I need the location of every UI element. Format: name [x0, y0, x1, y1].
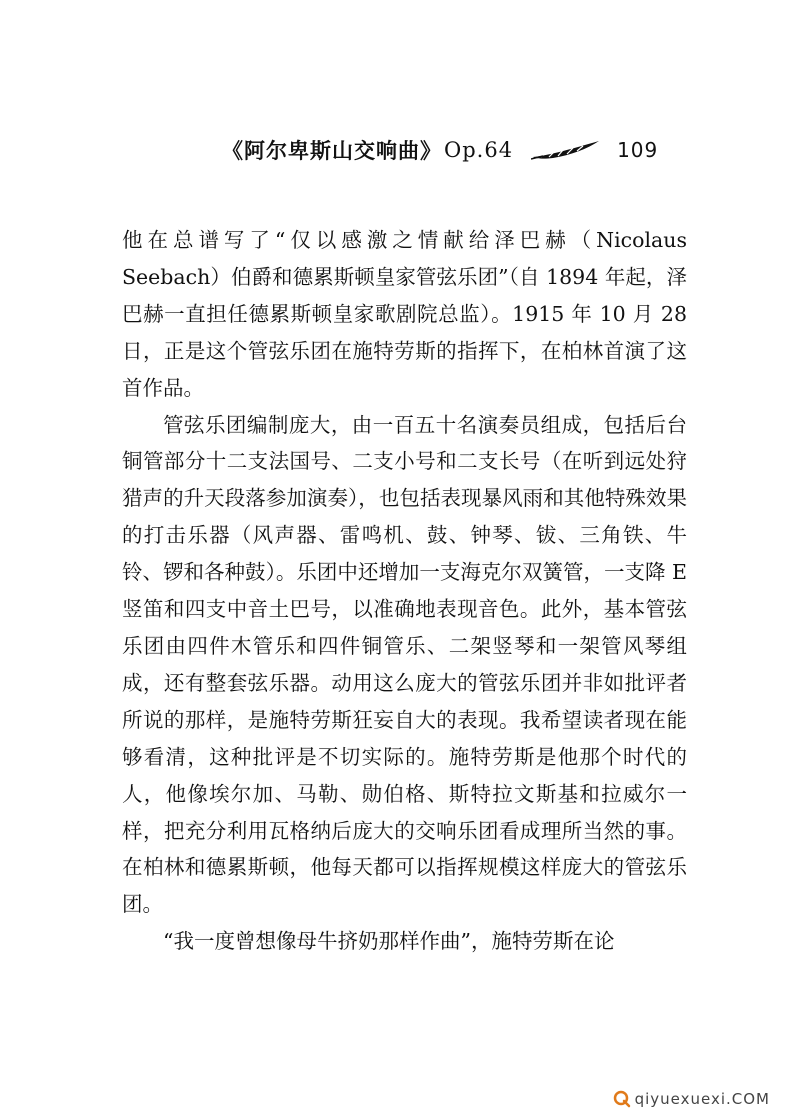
- book-title: 《阿尔卑斯山交响曲》: [222, 138, 442, 163]
- paragraph-2: 管弦乐团编制庞大，由一百五十名演奏员组成，包括后台铜管部分十二支法国号、二支小号和二支长号（在听到远处狩猎声的升天段落参加演奏），也包括表现暴风雨和其他特殊效果的打击乐器（风声器、雷鸣机、鼓、钟琴、钹、三角铁、牛铃、锣和各种鼓）。乐团中还增加一支海克尔双簧管，一支降 E 竖笛和四支中音土巴号，以准确地表现音色。此外，基本管弦乐团由四件木管乐和四件铜管乐、二架竖琴和一架管风琴组成，还有整套弦乐器。动用这么庞大的管弦乐团并非如批评者所说的那样，是施特劳斯狂妄自大的表现。我希望读者现在能够看清，这种批评是不切实际的。施特劳斯是他那个时代的人，他像埃尔加、马勒、勋伯格、斯特拉文斯基和拉威尔一样，把充分利用瓦格纳后庞大的交响乐团看成理所当然的事。在柏林和德累斯顿，他每天都可以指挥规模这样庞大的管弦乐团。: [122, 412, 687, 917]
- opus-number: Op.64: [444, 138, 514, 162]
- paragraph-1: 他在总谱写了“仅以感激之情献给泽巴赫（Nicolaus Seebach）伯爵和德累斯顿皇家管弦乐团”（自 1894 年起，泽巴赫一直担任德累斯顿皇家歌剧院总监）。1915 年 10 月 28 日，正是这个管弦乐团在施特劳斯的指挥下，在柏林首演了这首作品。: [122, 228, 687, 400]
- site-watermark: [613, 1090, 770, 1108]
- body-text: [122, 222, 687, 960]
- paragraph-3: “我一度曾想像母牛挤奶那样作曲”，施特劳斯在论: [163, 929, 615, 954]
- watermark-text: qiyuexuexi.COM: [634, 1090, 770, 1108]
- page-number: 109: [617, 138, 659, 162]
- quill-icon: [531, 139, 601, 161]
- q-logo-icon: [613, 1090, 631, 1108]
- running-header: [222, 133, 662, 167]
